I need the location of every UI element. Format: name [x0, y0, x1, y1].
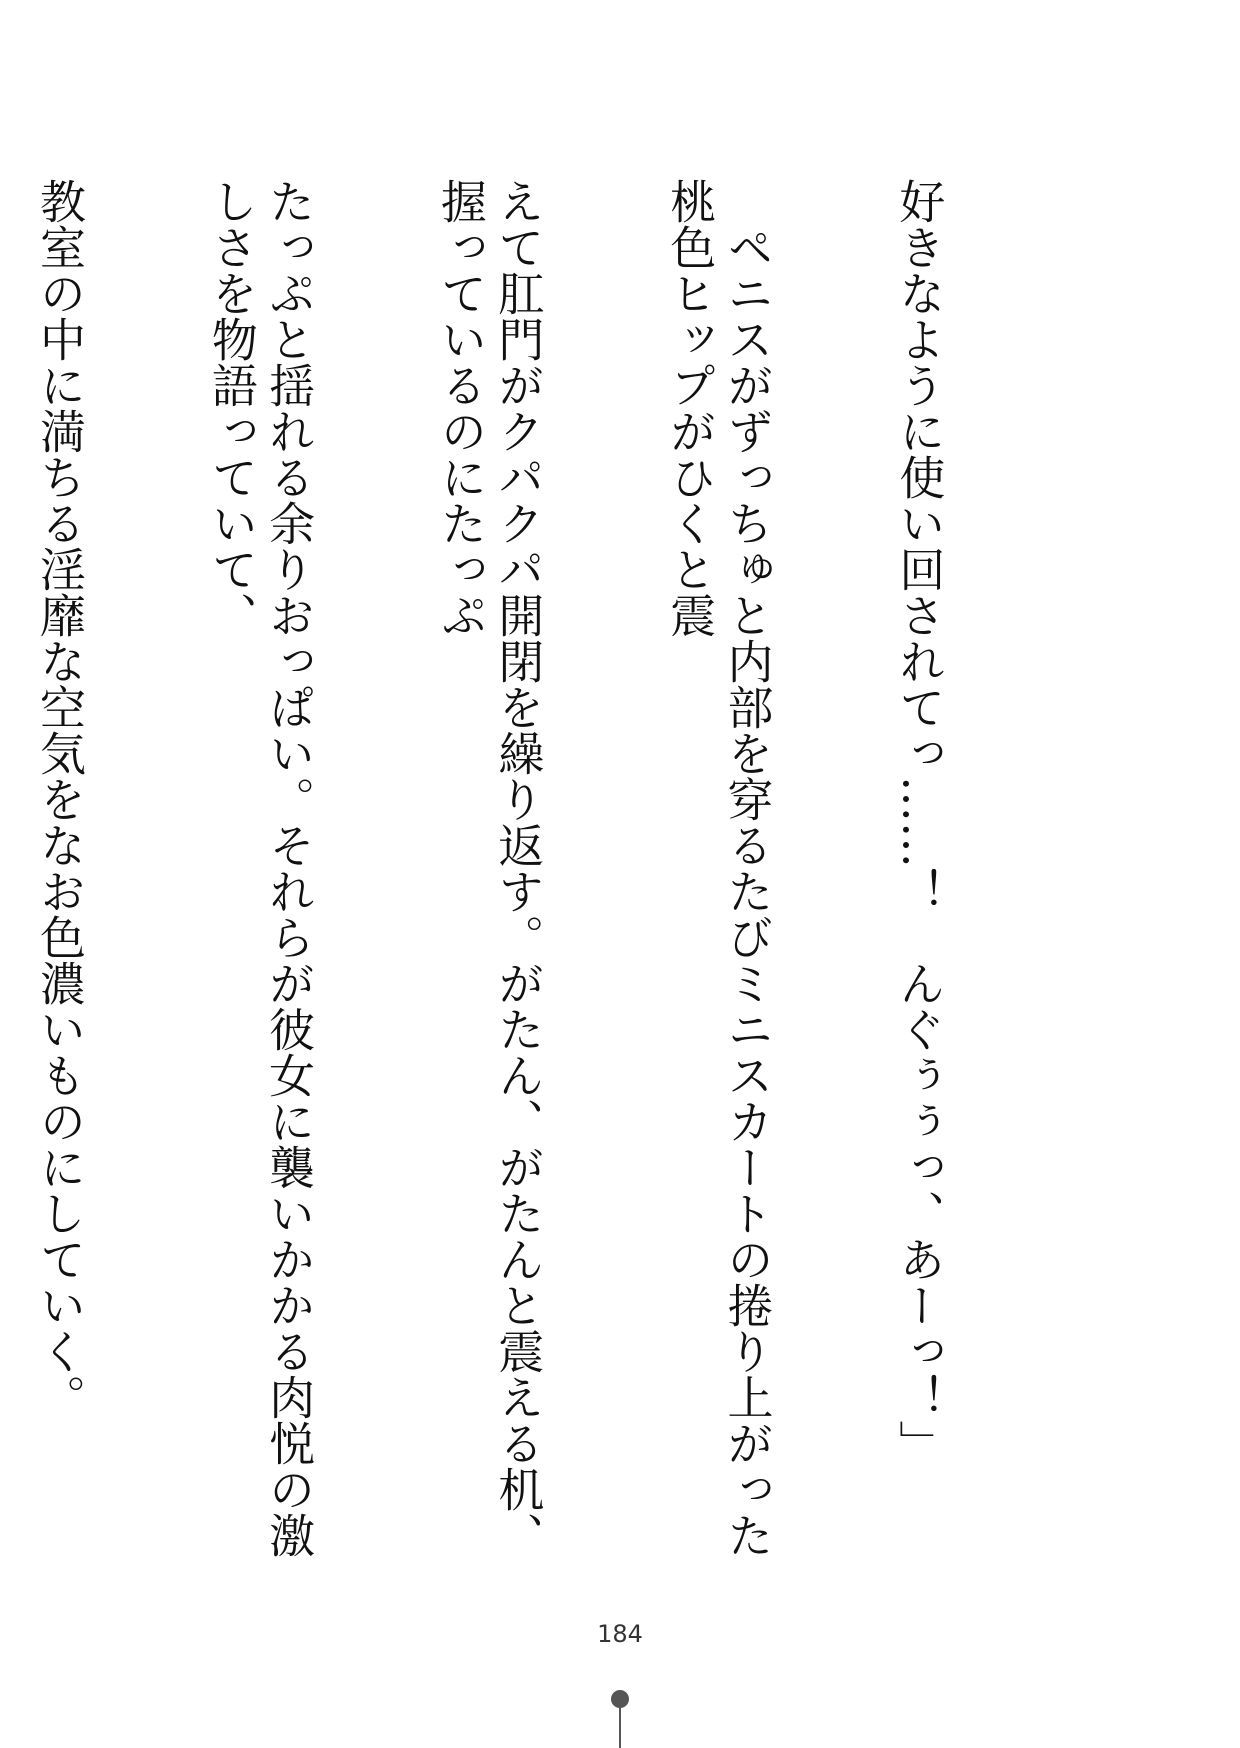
vertical-text-body	[0, 178, 1062, 1568]
text-line: えて肛門がクパクパ開閉を繰り返す。がたん、がたんと震える机、握っているのにたっぷ	[434, 178, 546, 1558]
text-line: 教室の中に満ちる淫靡な空気をなお色濃いものにしていく。	[32, 178, 87, 1420]
text-line: 好きなように使い回されてっ……！ んぐぅぅっ、あーっ！」	[892, 178, 947, 1466]
text-line: たっぷと揺れる余りおっぱい。それらが彼女に襲いかかる肉悦の激しさを物語っていて、	[204, 178, 317, 1558]
page-number: 184	[597, 1620, 643, 1648]
page-marker-dot-icon	[611, 1690, 629, 1708]
page-marker-line	[619, 1708, 621, 1748]
text-line: ペニスがずっちゅと内部を穿るたびミニスカートの捲り上がった桃色ヒップがひくと震	[663, 178, 775, 1558]
